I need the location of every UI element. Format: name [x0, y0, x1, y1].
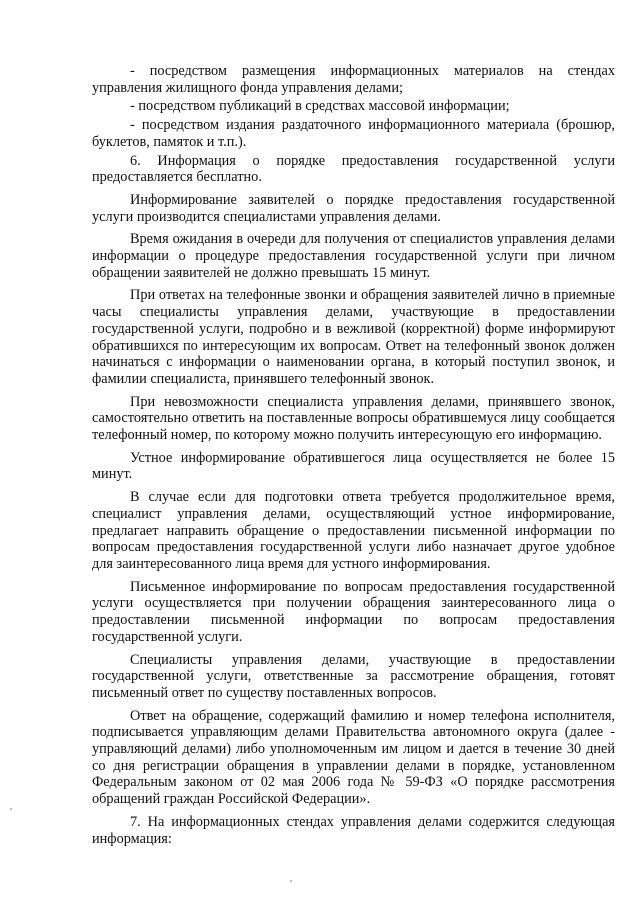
clause-7: 7. На информационных стендах управления делами содержится следующая информация:	[92, 813, 615, 847]
list-item-stands: - посредством размещения информационных материалов на стендах управления жилищного фонда управления делами;	[92, 63, 615, 96]
paragraph-impossibility: При невозможности специалиста управления делами, принявшего звонок, самостоятельно ответить на поставленные вопросы обратившемуся лицу сообщается телефонный номер, по которому можно получить интересующую его информацию.	[92, 393, 615, 444]
list-item-media: - посредством публикаций в средствах массовой информации;	[130, 98, 510, 115]
scan-speck	[290, 880, 292, 882]
paragraph-oral-duration: Устное информирование обратившегося лица осуществляется не более 15 минут.	[92, 449, 615, 483]
document-body	[92, 63, 615, 849]
scan-speck	[10, 808, 12, 810]
list-item-handouts: - посредством издания раздаточного информационного материала (брошюр, буклетов, памяток и т.п.).	[92, 117, 615, 150]
paragraph-long-preparation: В случае если для подготовки ответа требуется продолжительное время, специалист управления делами, осуществляющий устное информирование, предлагает направить обращение о предоставлении письменной информации по вопросам предоставления государственной услуги либо назначает другое удобное для заинтересованного лица время для устного информирования.	[92, 489, 615, 572]
paragraph-written-informing: Письменное информирование по вопросам предоставления государственной услуги осуществляется при получении обращения заинтересованного лица о предоставлении письменной информации по вопросам предоставления государственной услуги.	[92, 578, 615, 645]
paragraph-informing: Информирование заявителей о порядке предоставления государственной услуги производится специалистами управления делами.	[92, 191, 615, 225]
clause-6: 6. Информация о порядке предоставления государственной услуги предоставляется бесплатно.	[92, 152, 615, 186]
paragraph-waiting-time: Время ожидания в очереди для получения от специалистов управления делами информации о процедуре предоставления государственной услуги при личном обращении заявителей не должно превышать 15 минут.	[92, 231, 615, 281]
paragraph-phone-answers: При ответах на телефонные звонки и обращения заявителей лично в приемные часы специалисты управления делами, участвующие в предоставлении государственной услуги, подробно и в вежливой (корректной) форме информируют обратившихся по интересующим их вопросам. Ответ на телефонный звонок должен начинаться с информации о наименовании органа, в который поступил звонок, и фамилии специалиста, принявшего телефонный звонок.	[92, 287, 615, 387]
paragraph-answer-signing: Ответ на обращение, содержащий фамилию и номер телефона исполнителя, подписывается управляющим делами Правительства автономного округа (далее - управляющий делами) либо уполномоченным им лицом и дается в течение 30 дней со дня регистрации обращения в управлении делами в порядке, установленном Федеральным законом от 02 мая 2006 года № 59-ФЗ «О порядке рассмотрения обращений граждан Российской Федерации».	[92, 707, 615, 808]
paragraph-specialists: Специалисты управления делами, участвующие в предоставлении государственной услуги, ответственные за рассмотрение обращения, готовят письменный ответ по существу поставленных вопросов.	[92, 651, 615, 701]
